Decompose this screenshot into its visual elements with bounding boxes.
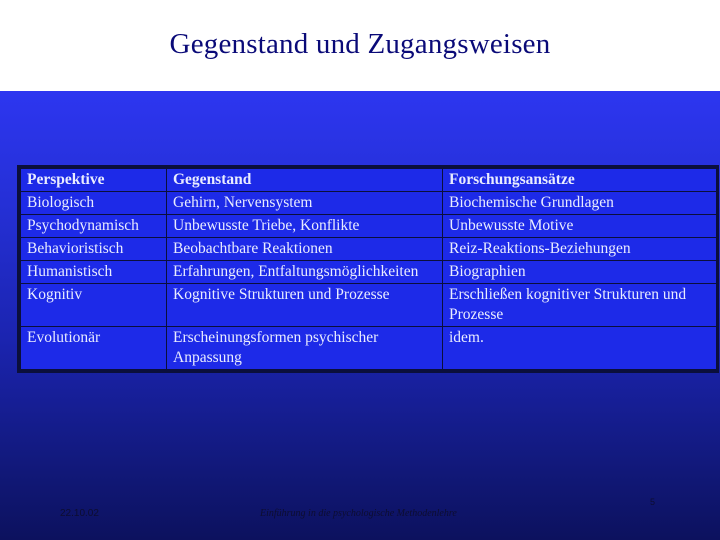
table-cell: Psychodynamisch [21,215,167,238]
table-cell: idem. [443,327,717,370]
table-cell: Unbewusste Motive [443,215,717,238]
title-band [0,0,720,91]
slide-date: 22.10.02 [60,508,99,519]
header-forschungsansaetze: Forschungsansätze [443,169,717,192]
table-header-row [21,169,717,192]
table-cell: Reiz-Reaktions-Beziehungen [443,238,717,261]
table-cell: Humanistisch [21,261,167,284]
header-perspektive: Perspektive [21,169,167,192]
slide-title: Gegenstand und Zugangsweisen [169,28,551,60]
table-cell: Kognitiv [21,284,167,327]
table-cell: Beobachtbare Reaktionen [167,238,443,261]
table-cell: Biochemische Grundlagen [443,192,717,215]
table-row [21,327,717,370]
table-cell: Erfahrungen, Entfaltungsmöglichkeiten [167,261,443,284]
table-cell: Erscheinungsformen psychischer Anpassung [167,327,443,370]
table-cell: Behavioristisch [21,238,167,261]
page-number: 5 [650,497,656,507]
table-cell: Evolutionär [21,327,167,370]
slide-footer: Einführung in die psychologische Methodenlehre [260,508,457,519]
table-cell: Biographien [443,261,717,284]
table-cell: Biologisch [21,192,167,215]
table-cell: Kognitive Strukturen und Prozesse [167,284,443,327]
table-cell: Erschließen kognitiver Strukturen und Prozesse [443,284,717,327]
table-row [21,192,717,215]
header-gegenstand: Gegenstand [167,169,443,192]
table-row [21,238,717,261]
perspectives-table [17,165,719,373]
table-row [21,215,717,238]
table-cell: Gehirn, Nervensystem [167,192,443,215]
table-row [21,284,717,327]
table [20,168,717,370]
table-cell: Unbewusste Triebe, Konflikte [167,215,443,238]
table-row [21,261,717,284]
